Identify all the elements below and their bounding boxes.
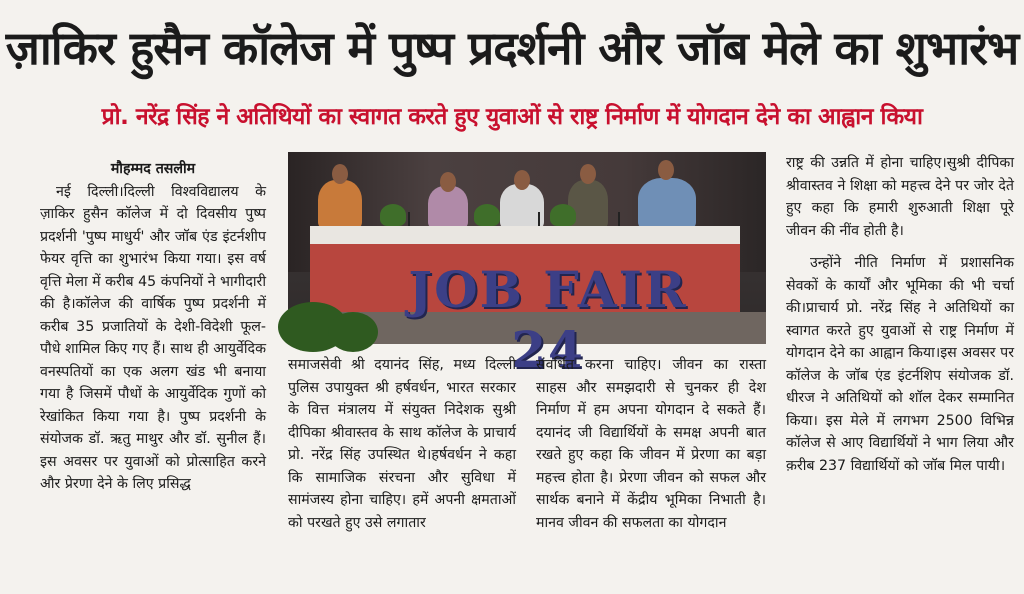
byline: मौहम्मद तसलीम bbox=[110, 161, 196, 177]
column-4-text-a: राष्ट्र की उन्नति में होना चाहिए।सुश्री दीपिका श्रीवास्तव ने शिक्षा को महत्त्व देने पर जोर देते हुए कहा कि हमारी शुरुआती शिक्षा पूरे जीवन की नींव होती है। bbox=[786, 155, 1014, 239]
photo-person-head bbox=[514, 170, 530, 190]
microphone bbox=[538, 212, 540, 226]
article-column-4 bbox=[786, 152, 1014, 588]
table-plant bbox=[380, 204, 406, 226]
table-plant bbox=[474, 204, 500, 226]
microphone bbox=[618, 212, 620, 226]
photo-person-head bbox=[580, 164, 596, 184]
photo-person bbox=[318, 180, 362, 230]
event-photo bbox=[288, 152, 766, 379]
tablecloth bbox=[310, 226, 740, 244]
photo-person-head bbox=[440, 172, 456, 192]
photo-person-head bbox=[658, 160, 674, 180]
column-1-text: नई दिल्ली।दिल्ली विश्वविद्यालय के ज़ाकिर हुसैन कॉलेज में दो दिवसीय पुष्प प्रदर्शनी 'पुष्प माधुर्य' और जॉब एंड इंटर्नशीप फेयर वृत्ति का शुभारंभ किया गया। इस वर्ष वृत्ति मेला में करीब 45 कंपनियों ने भागीदारी की है।कॉलेज की वार्षिक पुष्प प्रदर्शनी में करीब 35 प्रजातियों के देशी-विदेशी फूल-पौधे शामिल किए गए हैं। साथ ही आयुर्वेदिक वनस्पतियों का एक अलग खंड भी बनाया गया है जिसमें पौधों के आयुर्वेदिक गुणों को रेखांकित किया गया है। पुष्प प्रदर्शनी के संयोजक डॉ. ऋतु माथुर और डॉ. सुनील हैं।इस अवसर पर युवाओं को प्रोत्साहित करने और प्रेरणा देने के लिए प्रसिद्ध bbox=[40, 183, 267, 492]
column-3-text: संवर्धित करना चाहिए। जीवन का रास्ता साहस और समझदारी से चुनकर ही देश निर्माण में हम अपना योगदान दे सकते हैं।दयानंद जी विद्यार्थियों के समक्ष अपनी बात रखते हुए कहा कि जीवन में प्रेरणा का बड़ा महत्त्व होता है। प्रेरणा जीवन को सफल और सार्थक बनाने में केंद्रीय भूमिका निभाती है। मानव जीवन की सफलता का योगदान bbox=[536, 357, 766, 531]
subheadline: प्रो. नरेंद्र सिंह ने अतिथियों का स्वागत करते हुए युवाओं से राष्ट्र निर्माण में योगदान देने का आह्वान किया bbox=[101, 104, 923, 130]
table-plant bbox=[550, 204, 576, 226]
job-fair-banner: JOB FAIR 24 bbox=[408, 260, 688, 379]
column-2-text: समाजसेवी श्री दयानंद सिंह, मध्य दिल्ली पुलिस उपायुक्त श्री हर्षवर्धन, भारत सरकार के वित्त मंत्रालय में संयुक्त निदेशक सुश्री दीपिका श्रीवास्तव के साथ कॉलेज के प्राचार्य प्रो. नरेंद्र सिंह उपस्थित थे।हर्षवर्धन ने कहा कि सामाजिक संरचना और सुविधा में सामंजस्य होना चाहिए। हमें अपनी क्षमताओं को परखते हुए उसे लगातार bbox=[288, 357, 516, 531]
photo-person bbox=[638, 178, 696, 230]
article-column-3 bbox=[536, 354, 766, 586]
foreground-plant bbox=[328, 312, 378, 352]
photo-person bbox=[428, 186, 468, 230]
photo-person-head bbox=[332, 164, 348, 184]
microphone bbox=[408, 212, 410, 226]
article-column-2 bbox=[288, 354, 516, 586]
headline: ज़ाकिर हुसैन कॉलेज में पुष्प प्रदर्शनी और जॉब मेले का शुभारंभ bbox=[5, 21, 1019, 75]
article-column-1 bbox=[40, 158, 266, 588]
column-4-text-b: उन्होंने नीति निर्माण में प्रशासनिक सेवकों के कार्यों और भूमिका की भी चर्चा की।प्राचार्य प्रो. नरेंद्र सिंह ने अतिथियों का स्वागत करते हुए युवाओं से राष्ट्र निर्माण में योगदान देने का आह्वान किया।इस अवसर पर कॉलेज के जॉब एंड इंटर्नशिप संयोजक डॉ. धीरज ने अतिथियों को शॉल देकर सम्मानित किया। इस मेले में लगभग 2500 विभिन्न कॉलेज से आए विद्यार्थियों ने भाग लिया और क़रीब 237 विद्यार्थियों को जॉब मिल पायी। bbox=[786, 255, 1014, 474]
